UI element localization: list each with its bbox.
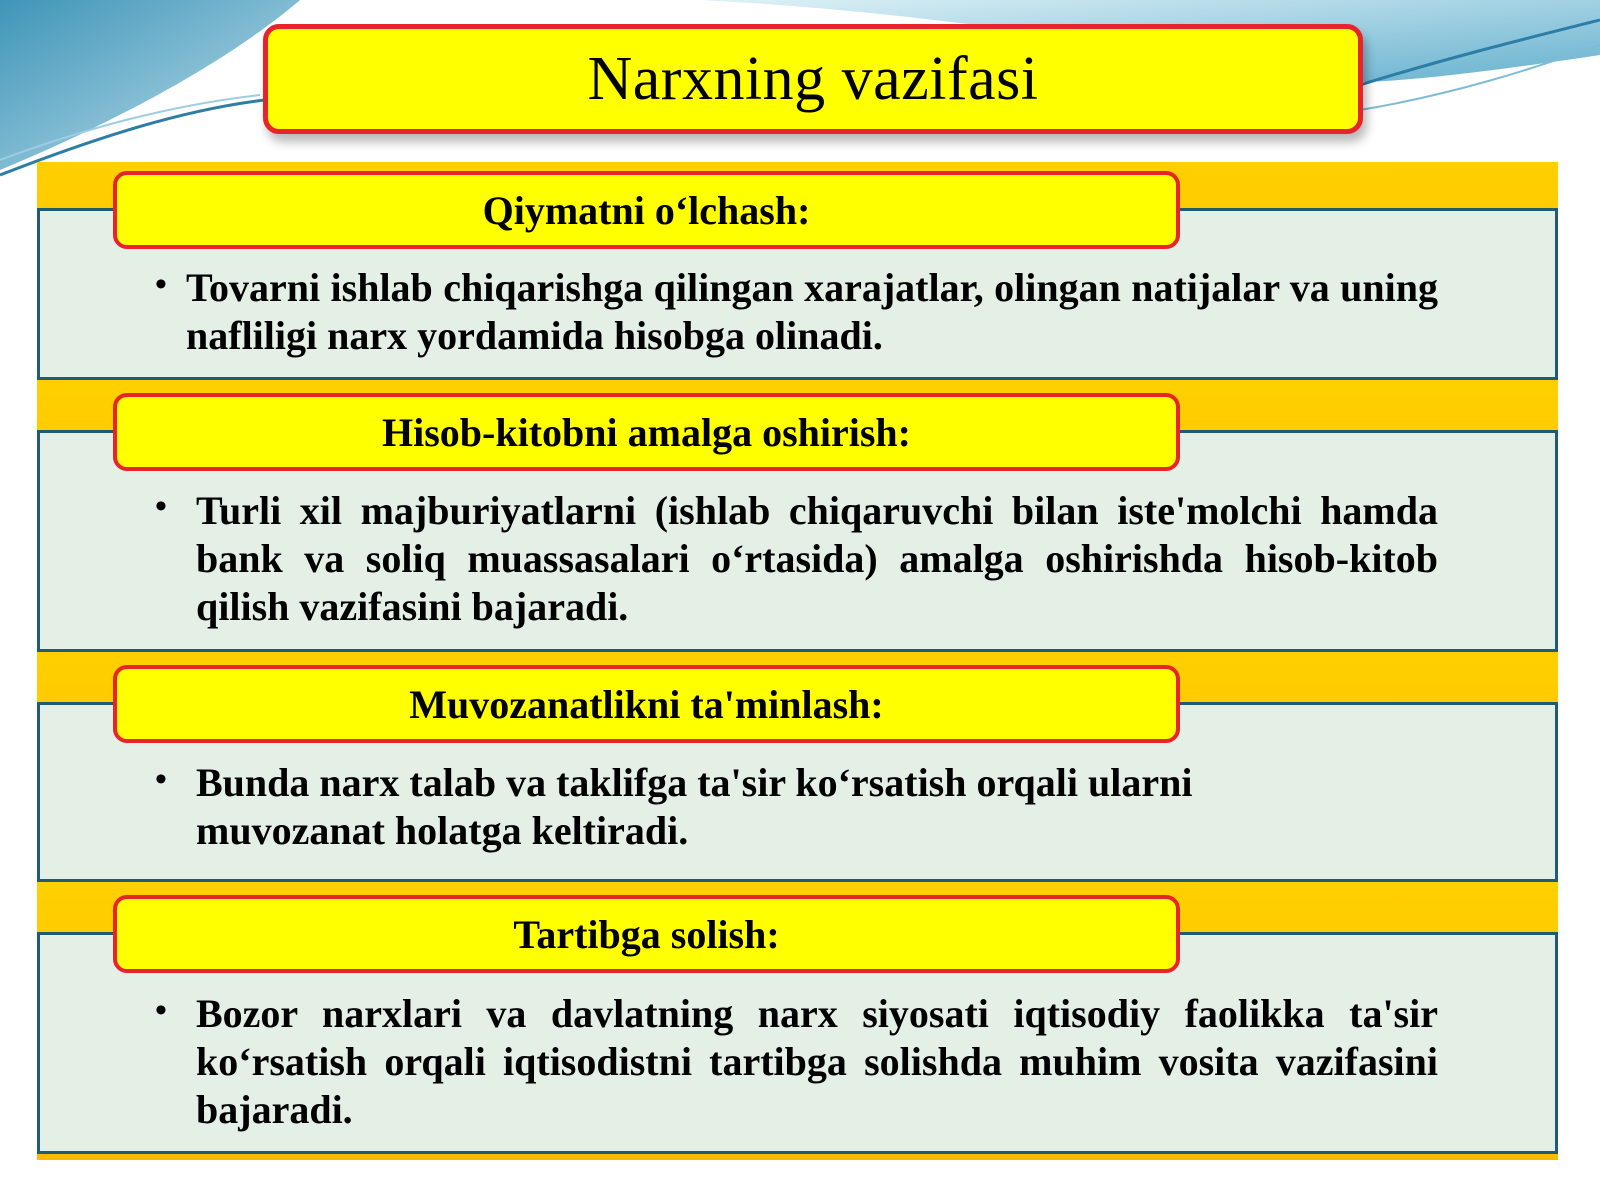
section-text-3: Bunda narx talab va taklifga ta'sir ko‘rsatish orqali ularni muvozanat holatga keltiradi. (196, 760, 1193, 853)
section-text-2: Turli xil majburiyatlarni (ishlab chiqaruvchi bilan iste'molchi hamda bank va soliq muassasalari o‘rtasida) amalga oshirishda hisob-kitob qilish vazifasini bajaradi. (196, 488, 1438, 629)
bullet-marker-3: • (155, 761, 167, 798)
section-text-1: Tovarni ishlab chiqarishga qilingan xarajatlar, olingan natijalar va uning nafliligi narx yordamida hisobga olinadi. (186, 265, 1438, 358)
section-heading-box-1 (113, 171, 1180, 249)
section-heading-1: Qiymatni o‘lchash: (482, 187, 811, 233)
slide-title: Narxning vazifasi (587, 44, 1039, 113)
section-heading-box-4 (113, 895, 1180, 973)
section-heading-4: Tartibga solish: (513, 911, 780, 957)
section-text-4: Bozor narxlari va davlatning narx siyosati iqtisodiy faolikka ta'sir ko‘rsatish orqali iqtisodistni tartibga solishda muhim vosita vazifasini bajaradi. (196, 991, 1438, 1132)
section-heading-2: Hisob-kitobni amalga oshirish: (381, 409, 911, 455)
section-heading-box-2 (113, 393, 1180, 471)
bullet-marker-4: • (155, 992, 167, 1029)
section-heading-3: Muvozanatlikni ta'minlash: (409, 681, 884, 727)
section-heading-box-3 (113, 665, 1180, 743)
slide-title-box (263, 24, 1363, 134)
bullet-marker-2: • (155, 488, 167, 525)
bullet-marker-1: • (155, 266, 167, 303)
